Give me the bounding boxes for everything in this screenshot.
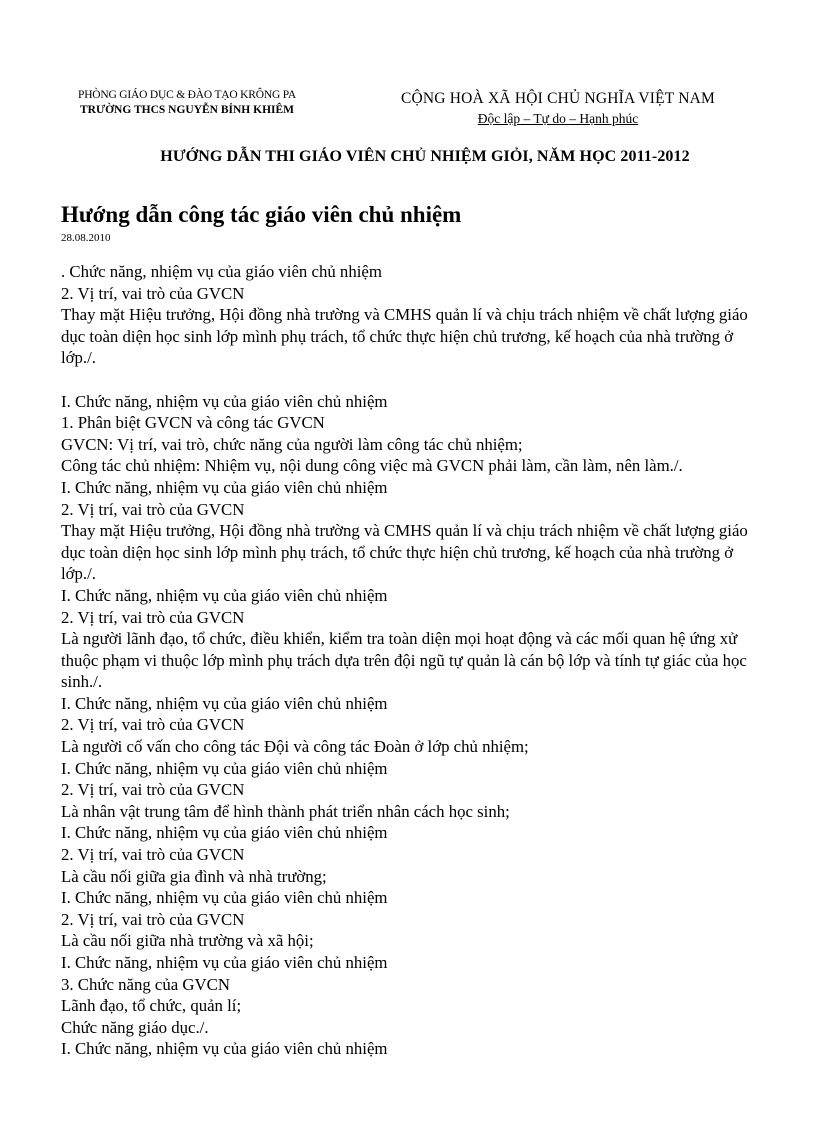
national-motto: Độc lập – Tự do – Hạnh phúc bbox=[477, 111, 639, 126]
body-line: Là người lãnh đạo, tổ chức, điều khiển, kiểm tra toàn diện mọi hoạt động và các mối quan hệ ứng xử thuộc phạm vi thuộc lớp mình phụ trách dựa trên đội ngũ tự quản là cán bộ lớp và tính tự giác của học sinh./. bbox=[61, 629, 747, 692]
body-line: I. Chức năng, nhiệm vụ của giáo viên chủ nhiệm bbox=[61, 585, 388, 605]
body-line: 2. Vị trí, vai trò của GVCN bbox=[61, 715, 245, 735]
body-line: Thay mặt Hiệu trưởng, Hội đồng nhà trường và CMHS quản lí và chịu trách nhiệm về chất lượng giáo dục toàn diện học sinh lớp mình phụ trách, tổ chức thực hiện chủ trương, kế hoạch của nhà trường ở lớp./. bbox=[61, 305, 748, 368]
body-line: I. Chức năng, nhiệm vụ của giáo viên chủ nhiệm bbox=[61, 1039, 388, 1059]
body-line: Công tác chủ nhiệm: Nhiệm vụ, nội dung công việc mà GVCN phải làm, cần làm, nên làm./. bbox=[61, 456, 683, 476]
body-line: Là cầu nối giữa gia đình và nhà trường; bbox=[61, 866, 327, 886]
national-header bbox=[368, 88, 748, 128]
body-line: 2. Vị trí, vai trò của GVCN bbox=[61, 845, 245, 865]
body-line: Lãnh đạo, tổ chức, quản lí; bbox=[61, 996, 242, 1016]
body-line: I. Chức năng, nhiệm vụ của giáo viên chủ nhiệm bbox=[61, 758, 388, 778]
body-line: I. Chức năng, nhiệm vụ của giáo viên chủ nhiệm bbox=[61, 953, 388, 972]
nation-name: CỘNG HOÀ XÃ HỘI CHỦ NGHĨA VIỆT NAM bbox=[400, 90, 716, 107]
blank-line bbox=[61, 369, 761, 391]
body-line: I. Chức năng, nhiệm vụ của giáo viên chủ nhiệm bbox=[61, 823, 388, 843]
department-name: PHÒNG GIÁO DỤC & ĐÀO TẠO KRÔNG PA bbox=[78, 89, 296, 101]
body-line: Thay mặt Hiệu trưởng, Hội đồng nhà trường và CMHS quản lí và chịu trách nhiệm về chất lượng giáo dục toàn diện học sinh lớp mình phụ trách, tổ chức thực hiện chủ trương, kế hoạch của nhà trường ở lớp./. bbox=[61, 521, 748, 584]
body-line: Là người cố vấn cho công tác Đội và công tác Đoàn ở lớp chủ nhiệm; bbox=[61, 737, 529, 757]
article-date: 28.08.2010 bbox=[61, 232, 111, 244]
body-line: Chức năng giáo dục./. bbox=[61, 1017, 209, 1037]
body-line: I. Chức năng, nhiệm vụ của giáo viên chủ nhiệm bbox=[61, 391, 388, 411]
body-line: 2. Vị trí, vai trò của GVCN bbox=[61, 909, 245, 929]
body-line: Là cầu nối giữa nhà trường và xã hội; bbox=[61, 931, 314, 951]
document-title: HƯỚNG DẪN THI GIÁO VIÊN CHỦ NHIỆM GIỎI, NĂM HỌC 2011-2012 bbox=[160, 148, 690, 165]
body-line: I. Chức năng, nhiệm vụ của giáo viên chủ nhiệm bbox=[61, 477, 388, 497]
article-body bbox=[61, 261, 761, 1060]
school-name: TRƯỜNG THCS NGUYỄN BỈNH KHIÊM bbox=[79, 104, 295, 116]
body-line: . Chức năng, nhiệm vụ của giáo viên chủ nhiệm bbox=[61, 262, 382, 281]
body-line: 2. Vị trí, vai trò của GVCN bbox=[61, 607, 245, 627]
agency-header bbox=[52, 88, 322, 118]
body-line: I. Chức năng, nhiệm vụ của giáo viên chủ nhiệm bbox=[61, 888, 388, 908]
body-line: 2. Vị trí, vai trò của GVCN bbox=[61, 283, 245, 303]
body-line: 1. Phân biệt GVCN và công tác GVCN bbox=[61, 413, 325, 433]
body-line: 2. Vị trí, vai trò của GVCN bbox=[61, 499, 245, 519]
article-heading: Hướng dẫn công tác giáo viên chủ nhiệm bbox=[61, 202, 462, 227]
body-line: 2. Vị trí, vai trò của GVCN bbox=[61, 780, 245, 800]
body-line: GVCN: Vị trí, vai trò, chức năng của người làm công tác chủ nhiệm; bbox=[61, 434, 523, 454]
body-line: I. Chức năng, nhiệm vụ của giáo viên chủ nhiệm bbox=[61, 693, 388, 713]
body-line: Là nhân vật trung tâm để hình thành phát triển nhân cách học sinh; bbox=[61, 801, 510, 821]
body-line: 3. Chức năng của GVCN bbox=[61, 974, 230, 994]
